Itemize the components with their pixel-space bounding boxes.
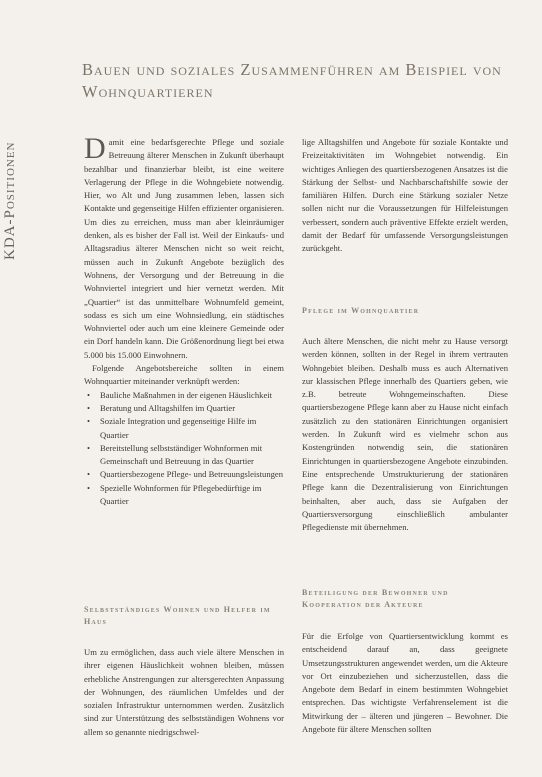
intro-paragraph: Damit eine bedarfsgerechte Pflege und soziale Betreuung älterer Menschen in Zukunft überhaupt bezahlbar und finanzierbar bleibt, ist eine weitere Verlagerung der Pflege in die Wohngebiete notwendig. Hier, wo Alt und Jung zusammen leben, lassen sich Kontakte und gegenseitige Hilfen effizienter organisieren. Um dies zu erreichen, muss man aber kleinräumiger denken, als es bisher der Fall ist. Weil der Einkaufs- und Alltagsradius älterer Menschen nicht so weit reicht, müssen auch in Zukunft Angebote bezüglich des Wohnens, der Versorgung und der Betreuung in die Wohnviertel integriert und hier vernetzt werden. Mit „Quartier“ ist das unmittelbare Wohnumfeld gemeint, sodass es sich um eine Wohnsiedlung, ein städtisches Wohnviertel oder auch um eine kleinere Gemeinde oder ein Dorf handeln kann. Die Größenordnung liegt bei etwa 5.000 bis 15.000 Einwohnern.: [84, 132, 284, 360]
paragraph: Um zu ermöglichen, dass auch viele ältere Menschen in ihrer eigenen Häuslichkeit wohnen bleiben, müssen erhebliche Anstrengungen zur altersgerechten Anpassung der Wohnungen, des räumlichen Umfeldes und der sozialen Infrastruktur unternommen werden. Zusätzlich sind zur Unterstützung des selbstständigen Wohnens vor allem so genannte niedrigschwel-: [84, 647, 284, 737]
list-intro-paragraph: Folgende Angebotsbereiche sollten in einem Wohnquartier miteinander verknüpft werden:: [84, 363, 284, 387]
list-item: • Beratung und Alltagshilfen im Quartier: [96, 402, 284, 415]
left-column: [84, 132, 284, 508]
paragraph: Für die Erfolge von Quartiersentwicklung kommt es entscheidend darauf an, dass geeignete Umsetzungsstrukturen angewendet werden, um die Akteure vor Ort einzubeziehen und sicherzustellen, dass die Angebote dem Bedarf in einem bestimmten Wohngebiet entsprechen. Das wichtigste Verfahrenselement ist die Mitwirkung der – älteren und jüngeren – Bewohner. Die Angebote für ältere Menschen sollten: [302, 631, 508, 735]
section-side-label: KDA-Positionen: [2, 141, 18, 260]
list-item: • Bauliche Maßnahmen in der eigenen Häuslichkeit: [96, 389, 284, 402]
left-column-bottom: [84, 646, 284, 739]
subheading-care-in-neighborhood: Pflege im Wohnquartier: [302, 306, 420, 315]
subheading-participation: Beteiligung der Bewohner und Kooperation der Akteure: [302, 588, 449, 609]
page-title: Bauen und soziales Zusammenführen am Beispiel von Wohnquartieren: [82, 60, 502, 101]
paragraph: Auch ältere Menschen, die nicht mehr zu Hause versorgt werden können, sollten in der Regel in ihrem vertrauten Wohngebiet bleiben. Deshalb muss es auch Alternativen zur klassischen Pflege innerhalb des Quartiers geben, wie z.B. betreute Wohngemeinschaften. Diese quartiersbezogene Pflege kann aber zu Hause nicht einfach zusätzlich zu den stationären Einrichtungen organisiert werden. In Zukunft wird es vielmehr schon aus Kostengründen notwendig sein, die stationären Einrichtungen in quartiersbezogene Angebote einzubinden. Eine entsprechende Umstrukturierung der stationären Pflege kann die Dezentralisierung von Einrichtungen beinhalten, aber auch, dass sie Aufgaben der Quartiersversorgung einschließlich ambulanter Pflegedienste mit übernehmen.: [302, 336, 508, 533]
list-item: • Soziale Integration und gegenseitige Hilfe im Quartier: [96, 415, 284, 442]
subheading-independent-living: Selbstständiges Wohnen und Helfer im Haus: [84, 605, 271, 626]
list-item: • Quartiersbezogene Pflege- und Betreuungsleistungen: [96, 468, 284, 481]
right-column: [302, 136, 508, 256]
right-column-middle: [302, 335, 508, 534]
offer-list: [84, 389, 284, 509]
drop-cap: D: [84, 132, 106, 165]
list-item: • Spezielle Wohnformen für Pflegebedürftige im Quartier: [96, 482, 284, 509]
paragraph: lige Alltagshilfen und Angebote für soziale Kontakte und Freizeitaktivitäten im Wohngebiet notwendig. Ein wichtiges Anliegen des quartiersbezogenen Ansatzes ist die Stärkung der Selbst- und Nachbarschaftshilfe sowie der familiären Hilfen. Durch eine Stärkung sozialer Netze sollen nicht nur die Voraussetzungen für Hilfeleistungen verbessert, sondern auch präventive Effekte erzielt werden, damit der Bedarf für umfassende Versorgungsleistungen zurückgeht.: [302, 137, 508, 254]
list-item: • Bereitstellung selbstständiger Wohnformen mit Gemeinschaft und Betreuung in das Quartier: [96, 442, 284, 469]
right-column-bottom: [302, 630, 508, 736]
